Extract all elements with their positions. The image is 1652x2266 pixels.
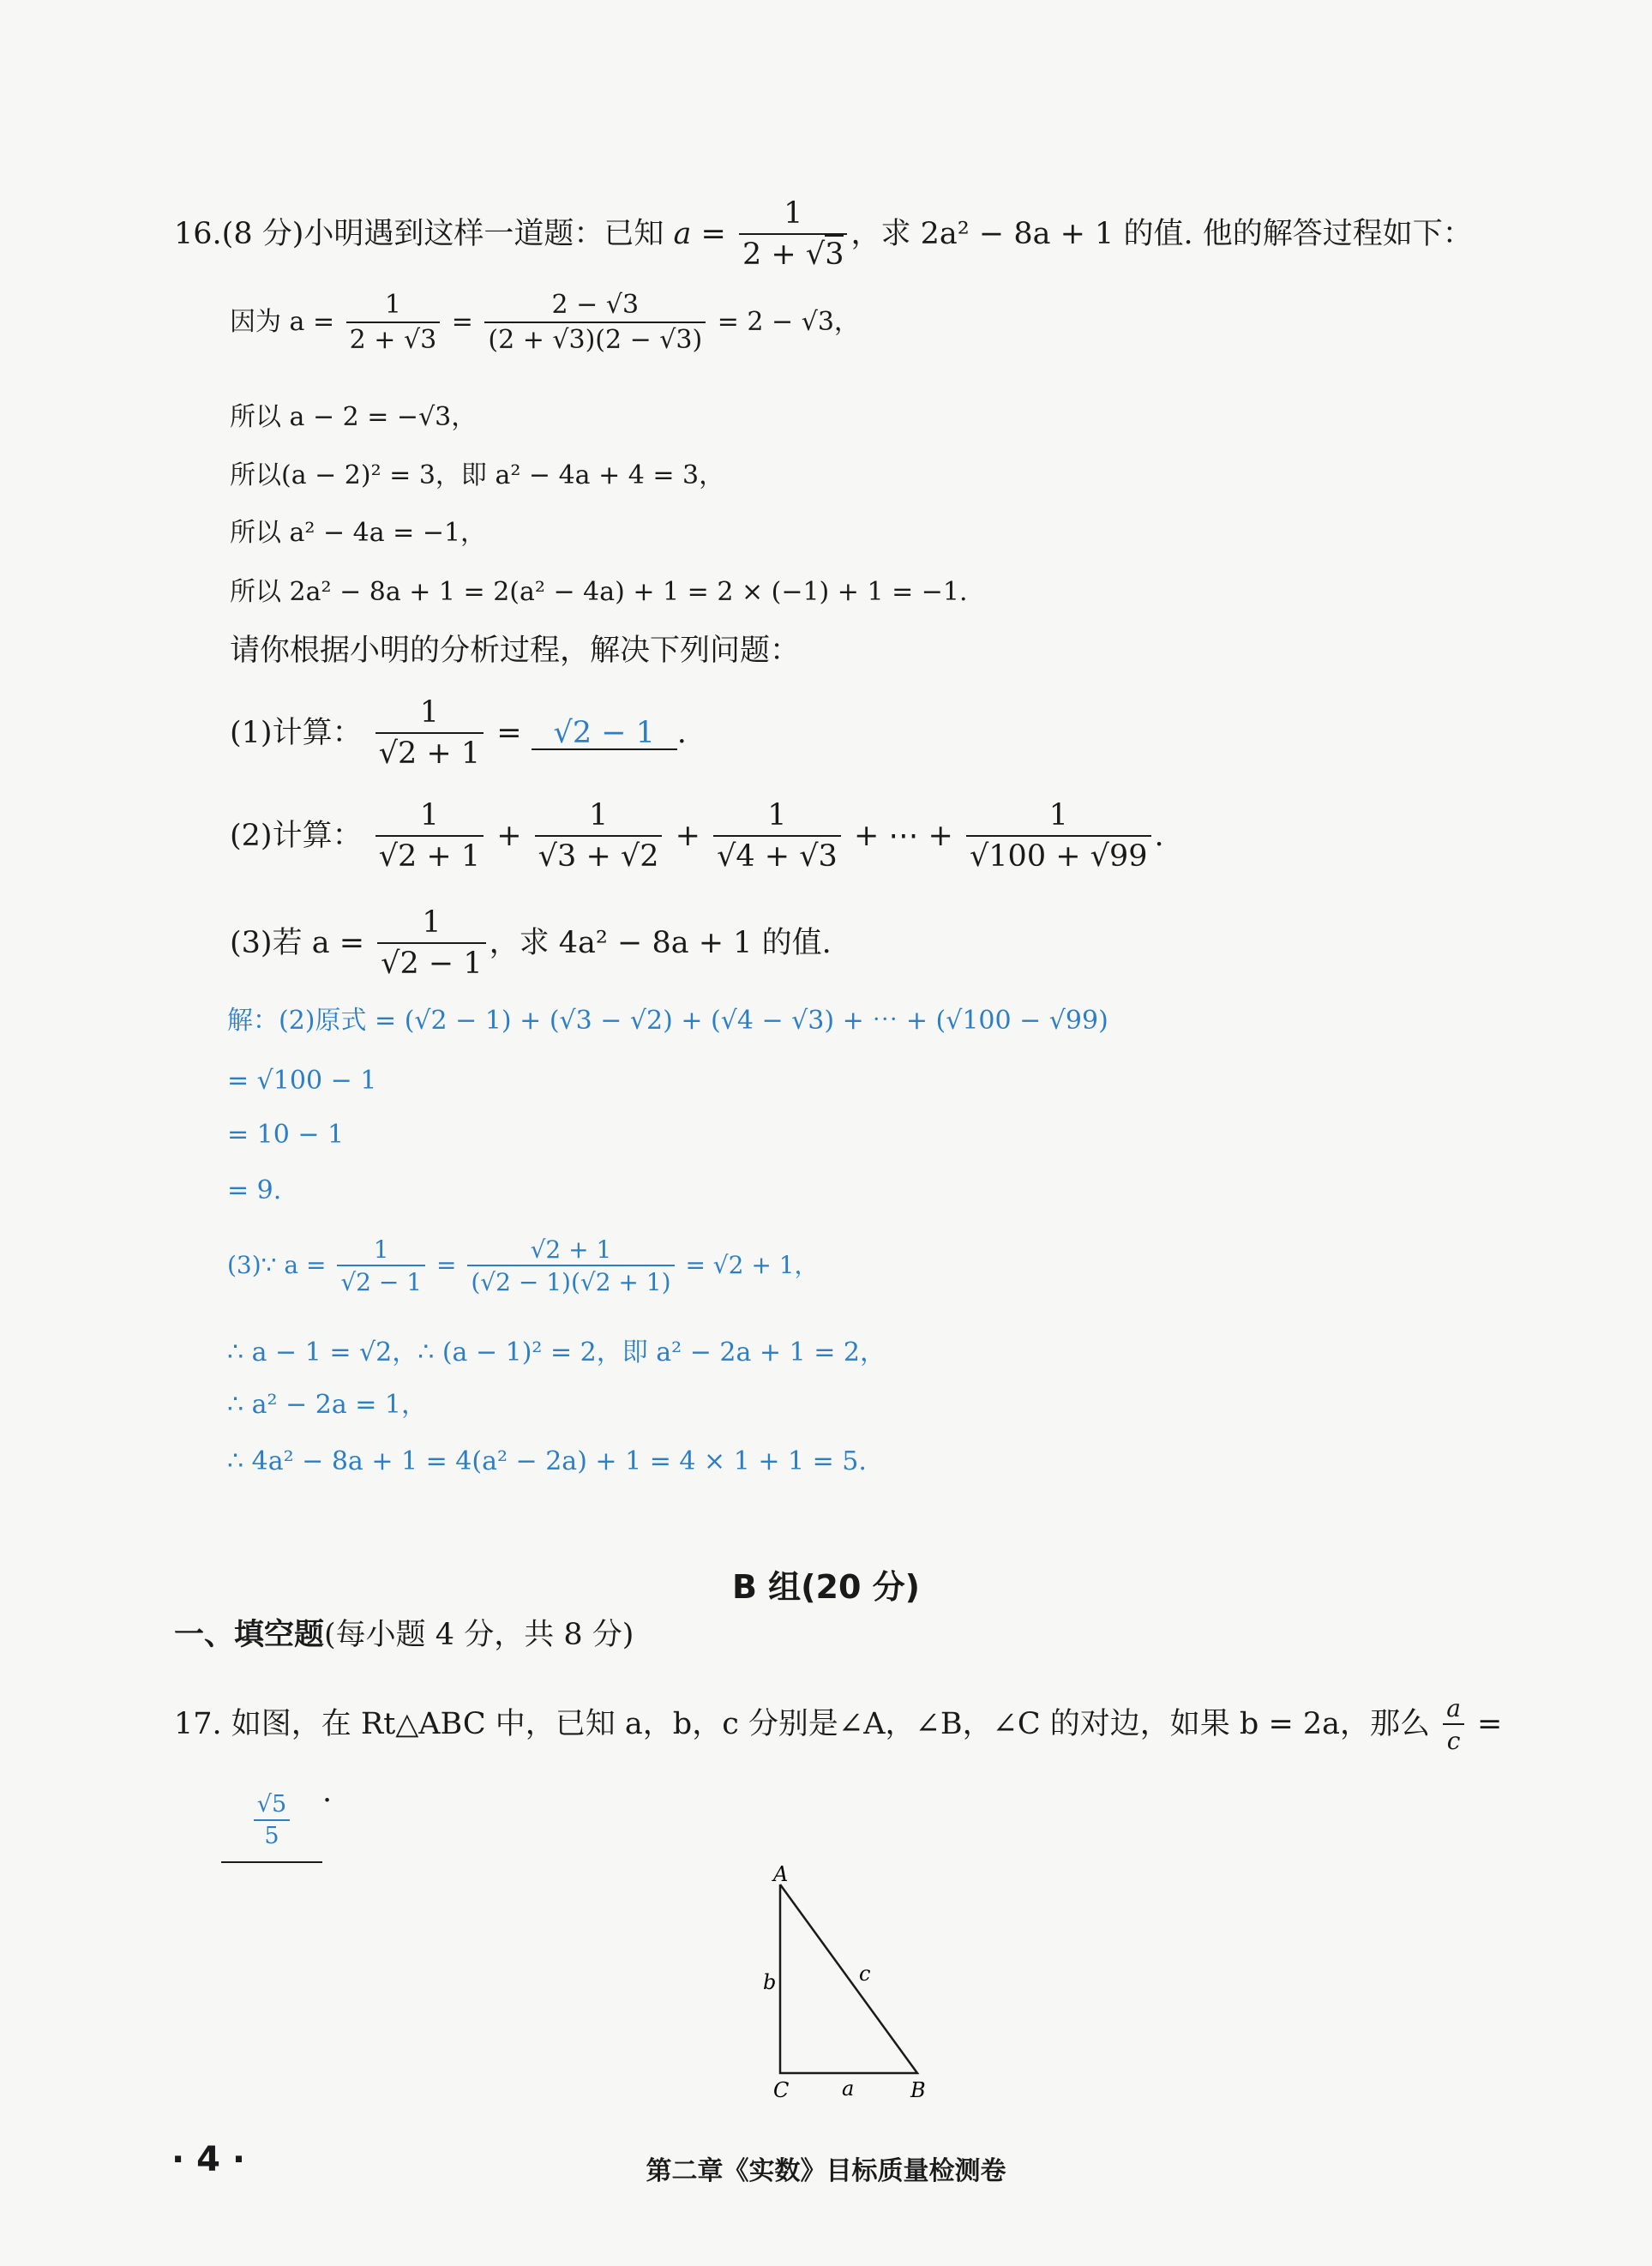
part-3 bbox=[230, 905, 832, 984]
term-den: √100 + √99 bbox=[969, 838, 1148, 874]
q17-frac-num: a bbox=[1443, 1693, 1464, 1725]
solution-line-4: 所以 a² − 4a = −1， bbox=[230, 518, 487, 548]
sol1-fraction-2 bbox=[484, 289, 706, 358]
part-1-num: 1 bbox=[375, 694, 484, 734]
footer-title: 第二章《实数》目标质量检测卷 bbox=[646, 2156, 1006, 2186]
question-17-eq: = bbox=[1477, 1706, 1503, 1741]
question-17-fraction bbox=[1443, 1693, 1464, 1758]
answer-2-line-4: = 9. bbox=[227, 1175, 282, 1205]
vertex-a-label: A bbox=[773, 1862, 789, 1886]
page-number: · 4 · bbox=[171, 2140, 246, 2179]
vertex-b-label: B bbox=[910, 2078, 926, 2102]
sol1-f2-den: (2 + √3)(2 − √3) bbox=[488, 324, 703, 355]
question-ask: ，求 2a² − 8a + 1 的值. 他的解答过程如下： bbox=[850, 217, 1473, 251]
given-fraction-den: 2 + √3 bbox=[739, 235, 847, 275]
ans3-eq: = bbox=[436, 1250, 457, 1279]
part-2 bbox=[230, 797, 1164, 877]
triangle-figure bbox=[754, 1860, 960, 2109]
question-16-header bbox=[174, 195, 1473, 275]
answer-3-line-3: ∴ a² − 2a = 1， bbox=[227, 1390, 428, 1420]
group-b-title: B 组(20 分) bbox=[731, 1568, 921, 1606]
term-den: √4 + √3 bbox=[717, 838, 838, 874]
ans3-f1-num: 1 bbox=[337, 1235, 425, 1266]
q17-answer-blank bbox=[221, 1790, 322, 1862]
part-2-term-2 bbox=[535, 797, 663, 877]
answer-2-line-1: 解：(2)原式 = (√2 − 1) + (√3 − √2) + (√4 − √3) + ⋯ + (√100 − √99) bbox=[227, 1006, 1108, 1036]
term-num: 1 bbox=[713, 797, 841, 837]
ans3-fraction-2 bbox=[467, 1235, 674, 1299]
part-2-label: (2)计算： bbox=[230, 819, 363, 853]
part-1-answer-blank bbox=[532, 718, 677, 750]
solution-line-5: 所以 2a² − 8a + 1 = 2(a² − 4a) + 1 = 2 × (−1) + 1 = −1. bbox=[230, 577, 968, 607]
part-3-label: (3)若 a = bbox=[230, 926, 365, 960]
triangle-shape bbox=[780, 1884, 917, 2073]
part-1-end: . bbox=[676, 716, 687, 750]
given-fraction bbox=[739, 195, 847, 275]
q17-frac-den: c bbox=[1446, 1727, 1461, 1755]
part-1-den: √2 + 1 bbox=[378, 736, 481, 771]
solution-line-3: 所以(a − 2)² = 3，即 a² − 4a + 4 = 3， bbox=[230, 460, 725, 490]
part-3-fraction bbox=[377, 905, 485, 984]
part-3-num: 1 bbox=[377, 905, 485, 944]
question-points: (8 分) bbox=[221, 217, 304, 251]
vertex-c-label: C bbox=[773, 2078, 790, 2102]
section-note: (每小题 4 分，共 8 分) bbox=[324, 1618, 634, 1652]
sol1-f1-den: 2 + √3 bbox=[349, 324, 437, 355]
q17-answer-den: 5 bbox=[264, 1823, 279, 1850]
part-1-answer: √2 − 1 bbox=[553, 716, 655, 750]
sol1-fraction-1 bbox=[346, 289, 441, 358]
part-3-den: √2 − 1 bbox=[381, 946, 483, 981]
given-den-part: 2 + bbox=[742, 237, 806, 272]
sol1-suffix: = 2 − √3， bbox=[717, 307, 860, 337]
part-3-suffix: ，求 4a² − 8a + 1 的值. bbox=[489, 926, 832, 960]
ans3-f2-den: (√2 − 1)(√2 + 1) bbox=[471, 1268, 671, 1296]
term-num: 1 bbox=[966, 797, 1151, 837]
section-heading bbox=[174, 1620, 634, 1650]
side-c-label: c bbox=[859, 1962, 871, 1986]
answer-3-line-4: ∴ 4a² − 8a + 1 = 4(a² − 2a) + 1 = 4 × 1 + 1 = 5. bbox=[227, 1446, 867, 1476]
part-2-term-3 bbox=[713, 797, 841, 877]
answer-2-line-3: = 10 − 1 bbox=[227, 1120, 345, 1150]
question-number: 16. bbox=[174, 217, 222, 251]
term-den: √3 + √2 bbox=[538, 838, 659, 874]
section-title: 一、填空题 bbox=[174, 1618, 325, 1652]
answer-3-line-1 bbox=[227, 1235, 819, 1299]
q17-answer-fraction bbox=[254, 1790, 290, 1852]
given-var: a = bbox=[673, 217, 726, 251]
term-den: √2 + 1 bbox=[378, 838, 481, 874]
question-17-answer bbox=[221, 1775, 332, 1863]
given-den-radicand: 3 bbox=[825, 235, 844, 272]
question-intro: 小明遇到这样一道题：已知 bbox=[303, 217, 664, 251]
ans3-fraction-1 bbox=[337, 1235, 425, 1299]
part-1-label: (1)计算： bbox=[230, 716, 363, 750]
plus-sign: + bbox=[675, 819, 700, 853]
sol1-f1-num: 1 bbox=[346, 289, 441, 323]
part-2-term-last bbox=[966, 797, 1151, 877]
term-num: 1 bbox=[375, 797, 484, 837]
q17-answer-num: √5 bbox=[254, 1790, 290, 1821]
part-2-term-1 bbox=[375, 797, 484, 877]
ellipsis-plus: + ⋯ + bbox=[853, 819, 953, 853]
side-a-label: a bbox=[842, 2077, 855, 2101]
answer-2-line-2: = √100 − 1 bbox=[227, 1066, 377, 1096]
part-1-eq: = bbox=[496, 716, 522, 750]
ans3-f1-den: √2 − 1 bbox=[340, 1268, 423, 1296]
term-num: 1 bbox=[535, 797, 663, 837]
ans3-suffix: = √2 + 1， bbox=[685, 1250, 819, 1279]
ans3-prefix: (3)∵ a = bbox=[227, 1250, 327, 1279]
answer-3-line-2: ∴ a − 1 = √2，∴ (a − 1)² = 2，即 a² − 2a + 1 = 2， bbox=[227, 1337, 886, 1367]
prompt-line: 请你根据小明的分析过程，解决下列问题： bbox=[230, 634, 801, 668]
plus-sign: + bbox=[496, 819, 522, 853]
part-1 bbox=[230, 694, 687, 774]
question-17-text: 17. 如图，在 Rt△ABC 中，已知 a，b，c 分别是∠A，∠B，∠C 的对边，如果 b = 2a，那么 bbox=[174, 1706, 1431, 1741]
given-fraction-num: 1 bbox=[739, 195, 847, 235]
question-17 bbox=[174, 1693, 1502, 1758]
solution-line-2: 所以 a − 2 = −√3， bbox=[230, 402, 478, 432]
part-1-fraction bbox=[375, 694, 484, 774]
sol1-prefix: 因为 a = bbox=[230, 307, 335, 337]
sol1-f2-num: 2 − √3 bbox=[484, 289, 706, 323]
ans3-f2-num: √2 + 1 bbox=[467, 1235, 674, 1266]
q17-end: . bbox=[322, 1775, 333, 1809]
solution-line-1: 因为 a = $\frac{1}{2 + √3}$ = $\frac{2 - √3}{(2 + √3)(2 - √3)}$ = 2 − √3， bbox=[230, 289, 860, 358]
side-b-label: b bbox=[763, 1970, 777, 1994]
part-2-end: . bbox=[1154, 819, 1164, 853]
